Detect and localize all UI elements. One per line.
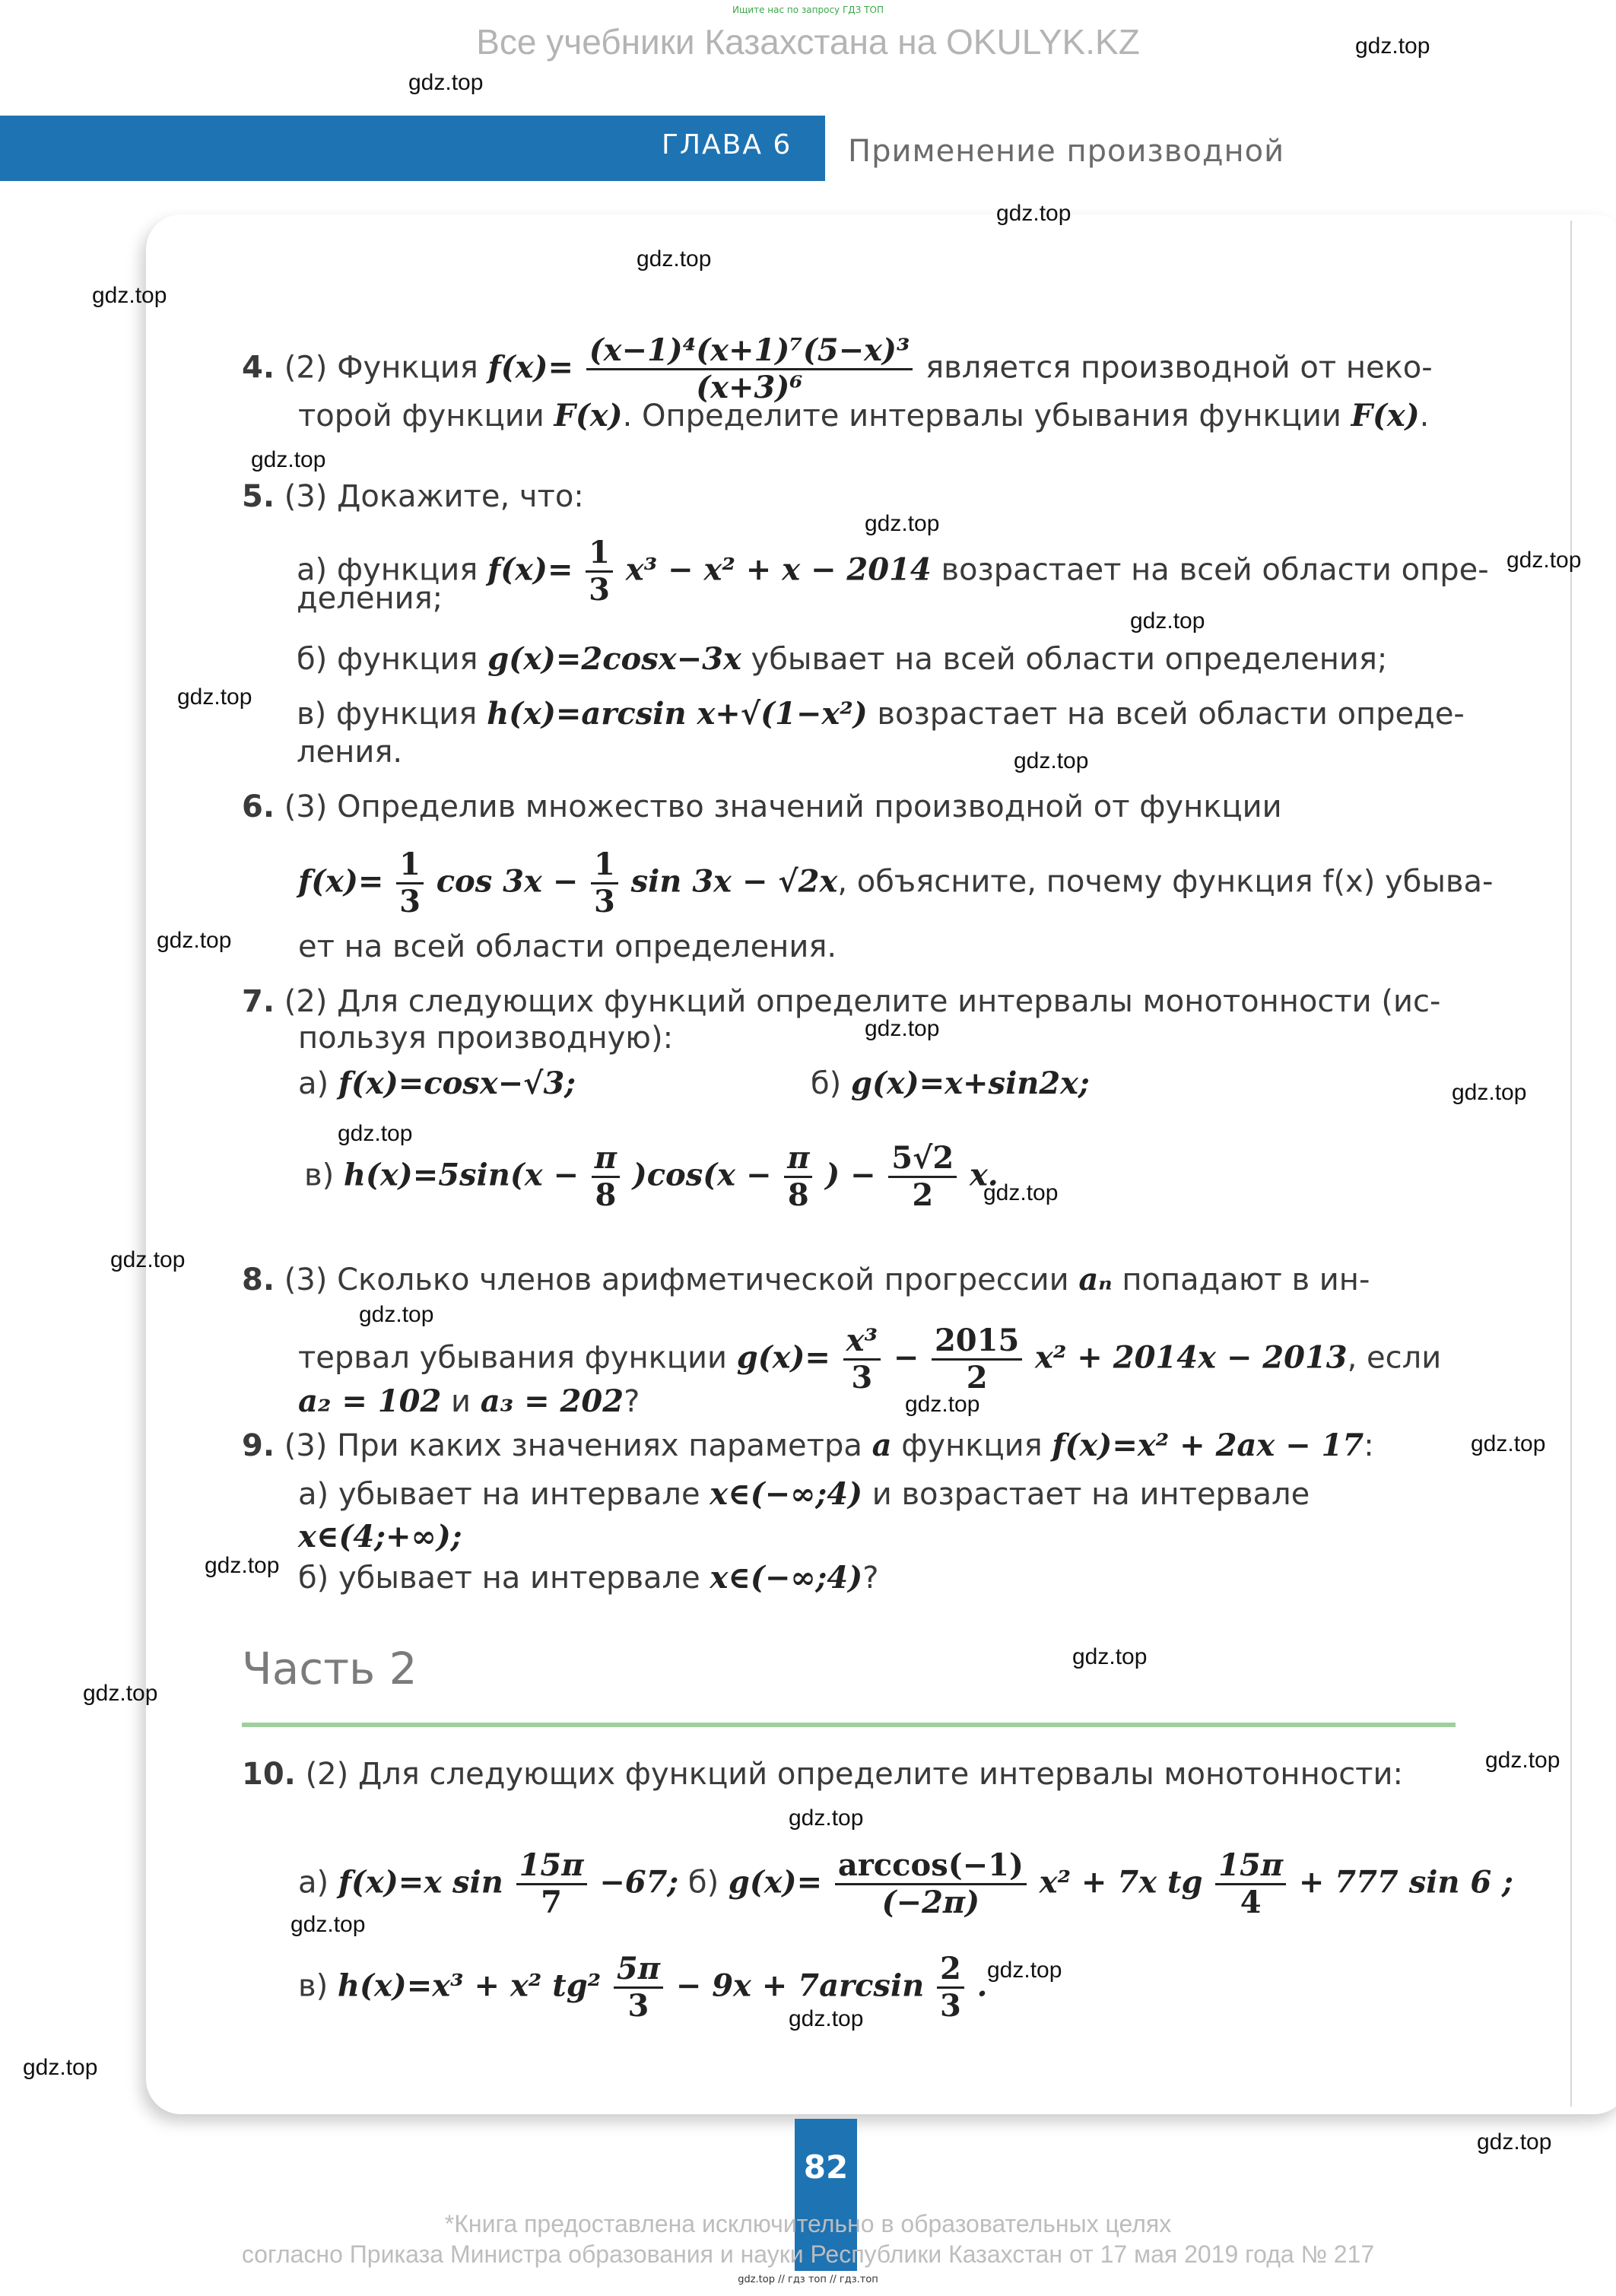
- item-label: в): [304, 1158, 335, 1193]
- math-expression: f(x)=cosx−√3;: [338, 1065, 576, 1101]
- problem-text: (2) Функция: [284, 350, 478, 386]
- problem-text: возрастает на всей области опреде-: [877, 697, 1465, 732]
- footer-line-1: *Книга предоставлена исключительно в образовательных целях: [444, 2210, 1172, 2237]
- math-expression: x.: [969, 1157, 998, 1193]
- math-expression: −67;: [599, 1864, 679, 1901]
- math-expression: x³ − x² + x − 2014: [625, 551, 932, 588]
- fraction-denominator: 3: [939, 1988, 961, 2024]
- problem-text: ?: [624, 1384, 640, 1419]
- problem-text: . Определите интервалы убывания функции: [622, 399, 1341, 433]
- problem-5a-line: [297, 535, 1489, 608]
- fraction-numerator: π: [592, 1141, 620, 1178]
- problem-text: а) убывает на интервале: [298, 1477, 700, 1512]
- fraction-denominator: 7: [541, 1885, 562, 1920]
- fraction-numerator: (x−1)⁴(x+1)⁷(5−x)³: [586, 333, 913, 370]
- fraction-denominator: (−2π): [881, 1885, 980, 1920]
- fraction: [937, 1951, 964, 2024]
- section-title: Часть 2: [242, 1643, 417, 1694]
- chapter-label: ГЛАВА 6: [662, 129, 792, 160]
- watermark: gdz.top: [987, 1958, 1062, 1983]
- problem-7a-line: [298, 1065, 576, 1103]
- problem-text: (3) Докажите, что:: [284, 479, 584, 514]
- math-expression: g(x)=: [728, 1864, 823, 1901]
- watermark: gdz.top: [1485, 1748, 1560, 1773]
- watermark: gdz.top: [359, 1302, 434, 1327]
- problem-number: 4.: [242, 350, 275, 386]
- problem-text: деления;: [297, 581, 443, 616]
- problem-text: (3) Определив множество значений производной от функции: [284, 789, 1282, 824]
- watermark: gdz.top: [789, 1805, 864, 1831]
- math-expression: aₙ: [1078, 1262, 1113, 1297]
- problem-9b-line: [298, 1559, 878, 1597]
- problem-text: пользуя производную):: [298, 1021, 674, 1056]
- problem-text: ет на всей области определения.: [298, 929, 837, 964]
- fraction-numerator: x³: [843, 1323, 881, 1361]
- problem-number: 7.: [242, 984, 275, 1019]
- fraction: [396, 847, 424, 919]
- fraction-denominator: 3: [589, 572, 611, 608]
- problem-text: убывает на всей области определения;: [751, 642, 1388, 677]
- math-expression: g(x)=x+sin2x;: [851, 1065, 1090, 1101]
- minus-sign: −: [893, 1339, 919, 1376]
- problem-9a-line: [298, 1475, 1310, 1513]
- watermark: gdz.top: [1506, 548, 1582, 573]
- fraction: [586, 333, 913, 405]
- problem-number: 9.: [242, 1428, 275, 1463]
- problem-8-line-3: [298, 1383, 640, 1421]
- math-expression: x∈(−∞;4): [710, 1476, 863, 1512]
- math-expression: sin 3x − √2x: [630, 863, 838, 900]
- math-expression: a: [871, 1427, 892, 1463]
- fraction-denominator: 3: [627, 1988, 649, 2024]
- problem-text: (2) Для следующих функций определите интервалы монотонности (ис-: [284, 984, 1441, 1019]
- watermark: gdz.top: [408, 70, 484, 95]
- watermark: gdz.top: [83, 1681, 158, 1706]
- watermark: gdz.top: [865, 1016, 940, 1041]
- problem-6-line-3: [298, 928, 837, 966]
- fraction: [843, 1323, 881, 1396]
- fraction-denominator: 8: [787, 1177, 809, 1213]
- math-expression: x² + 7x tg: [1039, 1864, 1203, 1901]
- problem-9-line-1: [242, 1427, 1374, 1465]
- problem-number: 6.: [242, 789, 275, 824]
- math-expression: a₃ = 202: [480, 1383, 624, 1419]
- fraction-numerator: 2: [937, 1951, 964, 1989]
- watermark: gdz.top: [157, 928, 232, 953]
- math-expression: ) −: [825, 1157, 876, 1193]
- fraction-denominator: 3: [399, 884, 421, 919]
- section-divider: [242, 1723, 1456, 1727]
- fraction: [591, 847, 618, 919]
- problem-text: возрастает на всей области опре-: [941, 552, 1489, 588]
- watermark: gdz.top: [251, 447, 326, 472]
- math-expression: F(x): [554, 398, 623, 433]
- problem-5a-line-2: [297, 580, 443, 618]
- fraction-numerator: 1: [586, 535, 613, 573]
- problem-text: является производной от неко-: [925, 350, 1433, 386]
- problem-10ab-line: [298, 1848, 1513, 1920]
- math-expression: f(x)=: [298, 863, 384, 900]
- fraction-numerator: 15π: [1215, 1848, 1286, 1885]
- problem-text: , объясните, почему функция f(x) убыва-: [837, 864, 1494, 900]
- math-expression: x∈(−∞;4): [710, 1560, 863, 1596]
- watermark: gdz.top: [996, 201, 1072, 226]
- problem-text: ления.: [297, 735, 403, 770]
- problem-text: (2) Для следующих функций определите интервалы монотонности:: [305, 1757, 1403, 1792]
- problem-text: тервал убывания функции: [298, 1340, 728, 1376]
- watermark: gdz.top: [338, 1121, 413, 1146]
- watermark: gdz.top: [1477, 2129, 1552, 2155]
- watermark: gdz.top: [1130, 608, 1205, 634]
- fraction: [586, 535, 613, 608]
- item-label: а): [298, 1066, 329, 1101]
- site-banner[interactable]: Все учебники Казахстана на OKULYK.KZ: [476, 22, 1140, 62]
- math-expression: h(x)=5sin(x −: [343, 1157, 579, 1193]
- fraction-denominator: 3: [594, 884, 615, 919]
- problem-10-line-1: [242, 1755, 1403, 1793]
- problem-9a-line-2: [298, 1518, 462, 1556]
- problem-text: и возрастает на интервале: [871, 1477, 1310, 1512]
- problem-6-line-1: [242, 788, 1282, 826]
- fraction: [592, 1141, 620, 1213]
- fraction-numerator: 5√2: [888, 1141, 957, 1178]
- problem-7-line-2: [298, 1019, 673, 1057]
- fraction: [1215, 1848, 1286, 1920]
- math-expression: g(x)=: [736, 1339, 830, 1376]
- problem-text: .: [1419, 399, 1430, 433]
- problem-text: :: [1364, 1428, 1374, 1463]
- item-label: б): [811, 1066, 842, 1101]
- math-expression: g(x)=2cosx−3x: [487, 641, 741, 677]
- problem-text: (3) Сколько членов арифметической прогрессии: [284, 1262, 1069, 1297]
- problem-5-line-1: [242, 478, 584, 516]
- watermark: gdz.top: [905, 1392, 980, 1417]
- problem-number: 10.: [242, 1757, 296, 1792]
- watermark: gdz.top: [23, 2055, 98, 2080]
- math-expression: .: [976, 1967, 988, 2004]
- problem-7b-line: [811, 1065, 1090, 1103]
- fraction-numerator: 5π: [614, 1951, 663, 1989]
- math-expression: f(x)=: [487, 349, 573, 386]
- problem-text: , если: [1347, 1340, 1442, 1376]
- fraction-numerator: π: [784, 1141, 812, 1178]
- problem-text: попадают в ин-: [1122, 1262, 1370, 1297]
- fraction: [932, 1323, 1022, 1396]
- watermark: gdz.top: [110, 1247, 186, 1272]
- watermark: gdz.top: [865, 511, 940, 536]
- watermark: gdz.top: [637, 246, 712, 272]
- watermark: gdz.top: [1452, 1080, 1527, 1105]
- page-number: 82: [803, 2148, 849, 2186]
- item-label: в): [298, 1968, 329, 2004]
- problem-text: (3) При каких значениях параметра: [284, 1428, 862, 1463]
- footer-line-2: согласно Приказа Министра образования и науки Республики Казахстан от 17 мая 2019 года № 217: [241, 2240, 1375, 2268]
- math-expression: f(x)=x sin: [338, 1864, 503, 1901]
- problem-5b-line: [297, 640, 1387, 678]
- watermark: gdz.top: [177, 684, 252, 710]
- problem-7c-line: [304, 1141, 998, 1213]
- page-edge-rule: [1570, 221, 1572, 2107]
- problem-text: а) функция: [297, 552, 478, 588]
- fraction: [516, 1848, 587, 1920]
- problem-text: в) функция: [297, 697, 478, 732]
- fraction-numerator: arccos(−1): [835, 1848, 1027, 1885]
- problem-text: ?: [862, 1561, 879, 1596]
- math-expression: )cos(x −: [632, 1157, 772, 1193]
- fraction-denominator: (x+3)⁶: [696, 370, 803, 405]
- watermark: gdz.top: [290, 1912, 366, 1937]
- fraction-denominator: 3: [851, 1360, 873, 1396]
- watermark: gdz.top: [1471, 1431, 1546, 1456]
- problem-text: и: [451, 1384, 471, 1419]
- watermark: gdz.top: [92, 283, 167, 308]
- fraction: [614, 1951, 663, 2024]
- math-expression: F(x): [1351, 398, 1420, 433]
- watermark: gdz.top: [1072, 1644, 1148, 1669]
- math-expression: h(x)=arcsin x+√(1−x²): [487, 696, 868, 732]
- fraction: [888, 1141, 957, 1213]
- watermark: gdz.top: [205, 1553, 280, 1578]
- fraction-denominator: 2: [966, 1360, 988, 1396]
- problem-5c-line: [297, 695, 1465, 733]
- math-expression: a₂ = 102: [298, 1383, 442, 1419]
- math-expression: f(x)=x² + 2ax − 17: [1052, 1427, 1364, 1463]
- item-label: а): [298, 1865, 329, 1901]
- problem-4-line-1: [242, 333, 1433, 405]
- watermark: gdz.top: [1355, 33, 1430, 59]
- watermark: gdz.top: [789, 2006, 864, 2031]
- problem-text: функция: [901, 1428, 1043, 1463]
- math-expression: − 9x + 7arcsin: [675, 1967, 925, 2004]
- fraction-numerator: 15π: [516, 1848, 587, 1885]
- top-note: Ищите нас по запросу ГДЗ ТОП: [732, 5, 884, 15]
- math-expression: x² + 2014x − 2013: [1035, 1339, 1348, 1376]
- fraction-denominator: 2: [912, 1177, 934, 1213]
- item-label: б): [687, 1865, 719, 1901]
- problem-number: 5.: [242, 479, 275, 514]
- math-expression: cos 3x −: [436, 863, 579, 900]
- problem-text: торой функции: [298, 399, 544, 433]
- problem-7-line-1: [242, 983, 1440, 1021]
- bottom-note: gdz.top // гдз топ // гдз.топ: [738, 2274, 878, 2285]
- fraction-denominator: 4: [1240, 1885, 1262, 1920]
- problem-text: б) убывает на интервале: [298, 1561, 700, 1596]
- problem-4-line-2: [298, 397, 1429, 435]
- problem-number: 8.: [242, 1262, 275, 1297]
- fraction-numerator: 2015: [932, 1323, 1022, 1361]
- watermark: gdz.top: [1014, 748, 1089, 773]
- chapter-title: Применение производной: [848, 134, 1285, 169]
- math-expression: x∈(4;+∞);: [298, 1519, 462, 1554]
- math-expression: h(x)=x³ + x² tg²: [337, 1967, 602, 2004]
- math-expression: f(x)=: [487, 551, 573, 588]
- watermark: gdz.top: [983, 1180, 1059, 1205]
- math-expression: + 777 sin 6 ;: [1298, 1864, 1513, 1901]
- fraction: [835, 1848, 1027, 1920]
- problem-5c-line-2: [297, 733, 402, 771]
- problem-10c-line: [298, 1951, 987, 2024]
- problem-text: б) функция: [297, 642, 478, 677]
- problem-8-line-1: [242, 1261, 1370, 1299]
- fraction-numerator: 1: [396, 847, 424, 884]
- fraction: [784, 1141, 812, 1213]
- fraction-denominator: 8: [595, 1177, 617, 1213]
- fraction-numerator: 1: [591, 847, 618, 884]
- problem-6-line-2: [298, 847, 1493, 919]
